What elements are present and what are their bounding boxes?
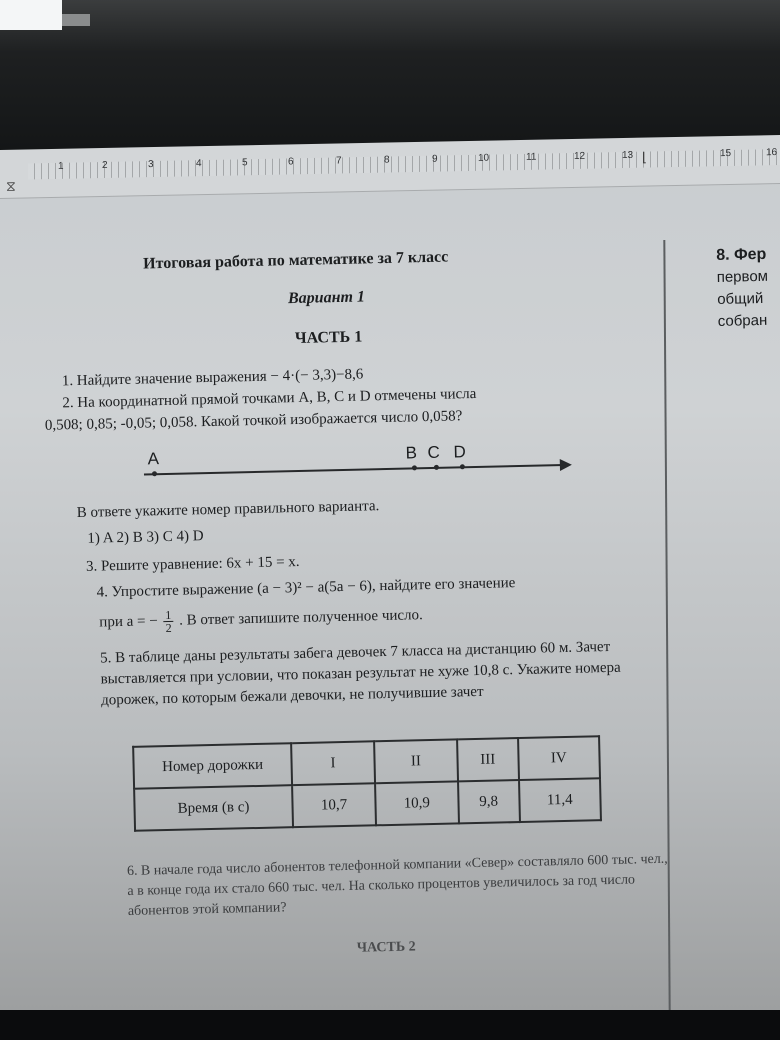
table-cell: 10,9 [375, 781, 459, 825]
question-1: 1. Найдите значение выражения − 4·(− 3,3)−8,6 [61, 366, 364, 390]
ruler-number: 5 [242, 157, 248, 169]
number-line-arrow-icon [560, 459, 572, 471]
next-page-line: первом [716, 267, 769, 286]
answer-hint: В ответе укажите номер правильного варианта. [76, 498, 380, 522]
variant-heading: Вариант 1 [287, 288, 366, 308]
next-page-line: 8. Фер [716, 245, 767, 264]
table-cell: II [374, 739, 458, 783]
next-page-line: собран [717, 311, 768, 330]
ruler-number: 11 [526, 151, 537, 163]
point-a [152, 471, 157, 476]
ruler-number: 16 [766, 147, 778, 159]
tab-stop-icon[interactable]: ⌊ [642, 149, 648, 165]
ruler-number: 12 [574, 150, 586, 162]
ruler-number: 7 [336, 155, 342, 167]
ruler-number: 13 [622, 149, 634, 162]
number-line-axis [144, 464, 564, 476]
table-cell: III [457, 738, 519, 781]
document-title: Итоговая работа по математике за 7 класс [143, 248, 449, 273]
point-d [460, 464, 465, 469]
question-4-line2 [99, 603, 423, 635]
ruler-number: 6 [288, 156, 294, 168]
point-label-d: D [453, 442, 467, 462]
question-6: 6. В начале года число абонентов телефонной компании «Север» составляло 600 тыс. чел., а в конце года их стало 660 тыс. чел. На сколько процентов увеличилось за год число абонентов этой компании? [126, 851, 668, 919]
ruler-number: 9 [432, 153, 438, 165]
table-cell: I [291, 741, 375, 785]
monitor-bezel-top [0, 0, 780, 150]
part1-heading: ЧАСТЬ 1 [294, 328, 363, 348]
monitor-bezel-bottom [0, 1010, 780, 1040]
number-line [144, 442, 581, 496]
table-cell: Номер дорожки [133, 743, 292, 789]
part2-heading: ЧАСТЬ 2 [356, 939, 416, 956]
table-cell: 10,7 [292, 783, 376, 827]
indent-marker-icon[interactable]: ⧖ [6, 179, 16, 195]
results-table [132, 735, 602, 832]
ruler-number: 10 [478, 152, 490, 164]
light-glare [0, 0, 62, 30]
document-page[interactable] [30, 197, 688, 1009]
q4-fraction [163, 609, 174, 634]
q4-prefix: при a = − [99, 613, 158, 631]
ruler-number: 15 [720, 147, 732, 160]
question-2-line2: 0,508; 0,85; -0,05; 0,058. Какой точкой изображается число 0,058? [44, 408, 463, 434]
point-label-a: A [147, 449, 160, 469]
q4-suffix: . В ответ запишите полученное число. [179, 607, 424, 629]
next-page-line: общий [717, 289, 764, 308]
point-b [412, 465, 417, 470]
ruler-number: 8 [384, 154, 390, 166]
table-cell: IV [518, 736, 600, 780]
point-label-c: C [427, 442, 441, 463]
table-cell: Время (в с) [134, 785, 293, 831]
point-c [434, 465, 439, 470]
q4-fraction-denominator: 2 [165, 620, 172, 636]
table-cell: 9,8 [458, 780, 520, 823]
ruler-number: 1 [58, 160, 64, 172]
light-glare-secondary [62, 14, 90, 26]
question-4-line1: 4. Упростите выражение (a − 3)² − a(5a − 6), найдите его значение [96, 575, 516, 601]
ruler-number: 2 [102, 159, 108, 172]
point-label-b: B [405, 443, 418, 463]
next-page-column[interactable] [716, 243, 780, 333]
answer-options: 1) A 2) B 3) C 4) D [87, 528, 204, 547]
ruler-numbers [28, 147, 780, 179]
q4-fraction-numerator: 1 [165, 607, 172, 623]
question-2-line1: 2. На координатной прямой точками A, B, C и D отмечены числа [62, 385, 477, 412]
ruler-number: 4 [196, 158, 202, 170]
question-5: 5. В таблице даны результаты забега девочек 7 класса на дистанцию 60 м. Зачет выставляется при условии, что показан результат не хуже 10,8 с. Укажите номера дорожек, по которым бежали девочки, не получившие зачет [99, 638, 621, 709]
table-cell: 11,4 [519, 778, 601, 822]
question-3: 3. Решите уравнение: 6x + 15 = x. [85, 553, 300, 575]
ruler-number: 3 [148, 159, 154, 171]
